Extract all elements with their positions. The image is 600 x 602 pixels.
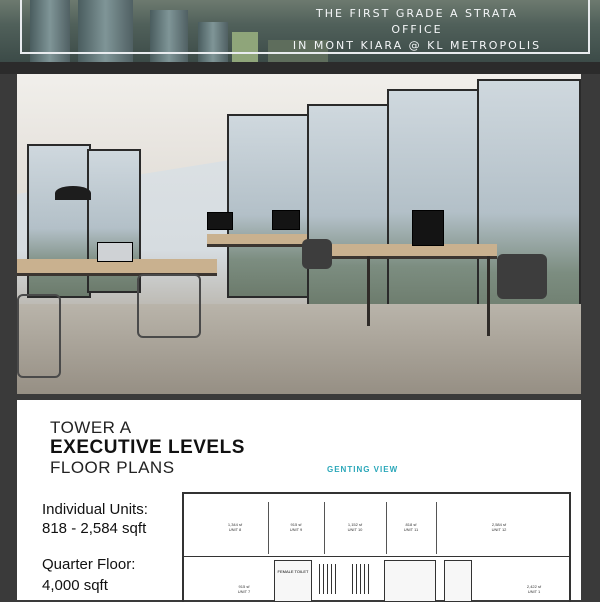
- individual-units-value: 818 - 2,584 sqft: [42, 520, 147, 537]
- floor-plan-diagram: [182, 492, 571, 602]
- floorplan-panel: [17, 400, 581, 600]
- unit-7-area: 915 sf: [238, 584, 250, 589]
- title-executive-levels: EXECUTIVE LEVELS: [50, 437, 245, 458]
- separator-strip: [0, 62, 600, 74]
- core-label: FEMALE TOILET: [277, 569, 309, 574]
- unit-1-area: 2,422 sf: [526, 584, 542, 589]
- core-lifts: [384, 560, 436, 602]
- quarter-floor-value: 4,000 sqft: [42, 577, 108, 594]
- individual-units-label: Individual Units:: [42, 501, 148, 518]
- unit-10: [324, 502, 387, 554]
- unit-12: [436, 502, 562, 554]
- unit-12-area: 2,584 sf: [491, 522, 507, 527]
- city-banner-image: [0, 0, 600, 62]
- view-label: GENTING VIEW: [327, 465, 399, 474]
- unit-11: [386, 502, 437, 554]
- unit-1-name: UNIT 1: [527, 589, 541, 594]
- tagline-line2: IN MONT KIARA @ KL METROPOLIS: [292, 39, 542, 52]
- title-floor-plans: FLOOR PLANS: [50, 458, 175, 477]
- title-tower: TOWER A: [50, 418, 132, 437]
- unit-7: [224, 584, 264, 594]
- unit-12-name: UNIT 12: [491, 527, 507, 532]
- tagline: [292, 6, 542, 54]
- unit-8-area: 1,344 sf: [227, 522, 243, 527]
- core-toilet: [274, 560, 312, 602]
- unit-7-name: UNIT 7: [237, 589, 251, 594]
- unit-9: [268, 502, 325, 554]
- unit-11-name: UNIT 11: [403, 527, 419, 532]
- unit-11-area: 818 sf: [405, 522, 417, 527]
- unit-10-area: 1,152 sf: [347, 522, 363, 527]
- tagline-line1: THE FIRST GRADE A STRATA OFFICE: [316, 7, 518, 36]
- unit-9-area: 915 sf: [290, 522, 302, 527]
- core-service: [444, 560, 472, 602]
- unit-8-name: UNIT 8: [228, 527, 242, 532]
- unit-10-name: UNIT 10: [347, 527, 363, 532]
- unit-8: [202, 502, 269, 554]
- office-render-image: [17, 74, 581, 394]
- stair-2: [352, 564, 372, 594]
- stair-1: [319, 564, 339, 594]
- unit-9-name: UNIT 9: [289, 527, 303, 532]
- quarter-floor-label: Quarter Floor:: [42, 556, 136, 573]
- unit-1: [514, 584, 554, 594]
